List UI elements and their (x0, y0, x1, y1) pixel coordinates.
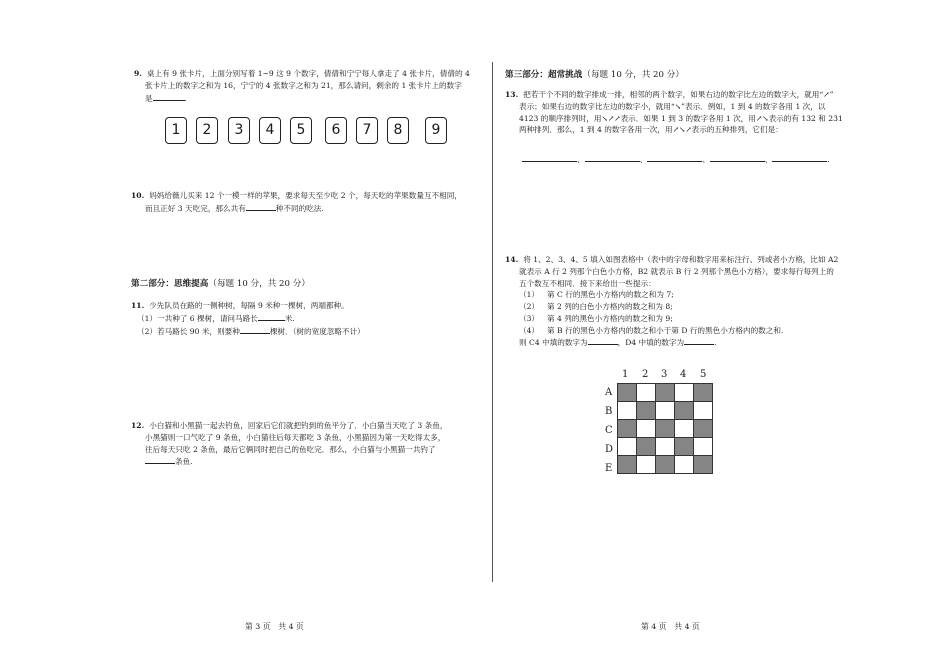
answer-blank[interactable] (710, 153, 765, 162)
number-card: 1 (165, 117, 187, 144)
grid-col-label: 3 (661, 369, 668, 380)
question-text: 将 1、2、3、4、5 填入如图表格中（表中的字母和数字用来标注行、列或者小方格，比如 A2 (523, 255, 839, 264)
answer-blank[interactable] (240, 325, 270, 334)
grid-cell-white[interactable] (618, 402, 637, 420)
grid-cell-white[interactable] (675, 384, 694, 402)
grid-cell-dark[interactable] (675, 438, 694, 456)
grid-cell-white[interactable] (694, 438, 713, 456)
hint-item: （3） 第 4 列的黑色小方格内的数之和为 9; (519, 313, 673, 323)
answer-blank[interactable] (647, 153, 702, 162)
grid-cell-white[interactable] (618, 438, 637, 456)
number-card: 9 (425, 117, 447, 144)
page-footer-right: 第 4 页 共 4 页 (641, 622, 700, 631)
grid-col-label: 2 (642, 369, 649, 380)
grid-cell-white[interactable] (637, 384, 656, 402)
grid-row (618, 402, 713, 420)
page-divider (492, 62, 493, 582)
grid-cell-dark[interactable] (694, 420, 713, 438)
number-card: 2 (196, 117, 218, 144)
checkerboard-grid (617, 383, 713, 474)
number-card: 8 (387, 117, 409, 144)
question-number: 9. (134, 69, 142, 78)
question-number: 14. (505, 255, 519, 264)
grid-cell-dark[interactable] (656, 456, 675, 474)
hint-item: （4） 第 B 行的黑色小方格内的数之和小于第 D 行的黑色小方格内的数之和. (519, 325, 784, 335)
grid-cell-dark[interactable] (675, 402, 694, 420)
question-11: 11. 少先队员在路的一侧种树，每隔 9 米种一棵树，两端都种。 （1）一共种了 6 棵树，请问马路长 米. （2）若马路长 90 米，则要种 棵树．（树的宽度忽略不计） (131, 301, 365, 336)
grid-row-label: D (605, 444, 614, 455)
question-number: 11. (131, 301, 145, 310)
grid-cell-white[interactable] (656, 438, 675, 456)
grid-cell-white[interactable] (675, 420, 694, 438)
number-card: 4 (259, 117, 281, 144)
number-card: 6 (325, 117, 347, 144)
grid-row (618, 384, 713, 402)
grid-col-label: 4 (680, 369, 687, 380)
answer-blank[interactable] (772, 153, 827, 162)
grid-row-label: E (605, 463, 613, 474)
question-text: 小白猫和小黑猫一起去钓鱼，回家后它们就把钓到的鱼平分了．小白猫当天吃了 3 条鱼， (149, 421, 448, 430)
grid-cell-dark[interactable] (694, 384, 713, 402)
section-3-title: 第三部分：超常挑战（每题 10 分，共 20 分） (505, 70, 684, 80)
answer-blank[interactable] (258, 312, 285, 321)
grid-row-label: C (605, 425, 613, 436)
number-card: 7 (356, 117, 378, 144)
grid-cell-dark[interactable] (637, 438, 656, 456)
grid-cell-white[interactable] (675, 456, 694, 474)
question-13: 13. 把若干个不同的数字排成一排，相邻的两个数字，如果右边的数字比左边的数字大，就用“↗” 表示；如果右边的数字比左边的数字小，就用“↘”表示．例如，1 到 4 的数字各用 1 次，以 4123 的顺序排列时，用↘↗↗表示．如果 1 到 3 的数字各用 1 次，用↗↘表示的有 132 和 231 两种排列．那么，1 到 4 的数字各用一次，用↗↘↗表示的五种排列，它们是： (505, 90, 843, 135)
answer-blank[interactable] (684, 336, 714, 345)
grid-row (618, 420, 713, 438)
hint-item: （1） 第 C 行的黑色小方格内的数之和为 7; (519, 290, 674, 300)
question-text: 妈妈给薇儿买来 12 个一模一样的苹果，要求每天至少吃 2 个，每天吃的苹果数量互不相同， (149, 191, 462, 200)
q13-answer-blanks: 、 、 、 、 . (522, 153, 830, 166)
grid-cell-white[interactable] (656, 402, 675, 420)
question-number: 12. (131, 421, 145, 430)
question-9: 9. 桌上有 9 张卡片，上面分别写着 1~9 这 9 个数字，倩倩和宁宁每人拿走了 4 张卡片，倩倩的 4 张卡片上的数字之和为 16，宁宁的 4 张数字之和为 21，那么请问，剩余的 1 张卡片上的数字 是 . (134, 69, 470, 103)
grid-col-label: 5 (700, 369, 707, 380)
answer-blank[interactable] (145, 455, 175, 464)
grid-row-label: A (605, 387, 613, 398)
grid-row-label: B (605, 406, 613, 417)
number-card: 3 (228, 117, 250, 144)
question-10: 10. 妈妈给薇儿买来 12 个一模一样的苹果，要求每天至少吃 2 个，每天吃的苹果数量互不相同， 而且正好 3 天吃完，那么共有 种不同的吃法. (131, 191, 462, 213)
question-14: 14. 将 1、2、3、4、5 填入如图表格中（表中的字母和数字用来标注行、列或者小方格，比如 A2 就表示 A 行 2 列那个白色小方格，B2 就表示 B 行 2 列那个黑色小方格），要求每行每列上的 五个数互不相同．接下来给出一些提示： （1） 第 C 行的黑色小方格内的数之和为 7; （2） 第 2 列的白色小方格内的数之和为 8; （3） 第 4 列的黑色小方格内的数之和为 9; （4） 第 B 行的黑色小方格内的数之和小于第 D 行的黑色小方格内的数之和. 则 C4 中填的数字为 ，D4 中填的数字为 . (505, 254, 870, 349)
grid-cell-white[interactable] (637, 420, 656, 438)
answer-blank[interactable] (522, 153, 577, 162)
grid-cell-dark[interactable] (694, 456, 713, 474)
grid-cell-dark[interactable] (656, 384, 675, 402)
grid-cell-dark[interactable] (618, 456, 637, 474)
grid-cell-white[interactable] (694, 402, 713, 420)
question-12: 12. 小白猫和小黑猫一起去钓鱼，回家后它们就把钓到的鱼平分了．小白猫当天吃了 3 条鱼， 小黑猫则一口气吃了 9 条鱼，小白猫往后每天都吃 3 条鱼，小黑猫因为第一天吃得太多， 往后每天只吃 2 条鱼，最后它俩同时把自己的鱼吃完．那么，小白猫与小黑猫一共钓了 条鱼. (131, 421, 448, 467)
grid-cell-dark[interactable] (618, 384, 637, 402)
grid-cell-dark[interactable] (637, 402, 656, 420)
question-number: 13. (505, 90, 519, 99)
grid-row (618, 456, 713, 474)
question-number: 10. (131, 191, 145, 200)
answer-blank[interactable] (153, 92, 185, 101)
question-text: 张卡片上的数字之和为 16，宁宁的 4 张数字之和为 21，那么请问，剩余的 1 张卡片上的数字 (145, 80, 462, 90)
grid-cell-dark[interactable] (656, 420, 675, 438)
grid-col-label: 1 (622, 369, 629, 380)
page-footer-left: 第 3 页 共 4 页 (245, 622, 304, 631)
answer-blank[interactable] (246, 202, 276, 211)
grid-cell-white[interactable] (637, 456, 656, 474)
answer-blank[interactable] (588, 336, 618, 345)
section-2-title: 第二部分：思维提高（每题 10 分，共 20 分） (131, 279, 310, 289)
number-card: 5 (290, 117, 312, 144)
grid-row (618, 438, 713, 456)
hint-item: （2） 第 2 列的白色小方格内的数之和为 8; (519, 302, 673, 312)
grid-cell-dark[interactable] (618, 420, 637, 438)
question-text: 把若干个不同的数字排成一排，相邻的两个数字，如果右边的数字比左边的数字大，就用“↗” (523, 90, 834, 99)
question-text: 桌上有 9 张卡片，上面分别写着 1~9 这 9 个数字，倩倩和宁宁每人拿走了 4 张卡片，倩倩的 4 (146, 69, 470, 78)
question-text: 是 (145, 93, 153, 103)
question-text: 少先队员在路的一侧种树，每隔 9 米种一棵树，两端都种。 (149, 301, 349, 310)
answer-blank[interactable] (585, 153, 640, 162)
